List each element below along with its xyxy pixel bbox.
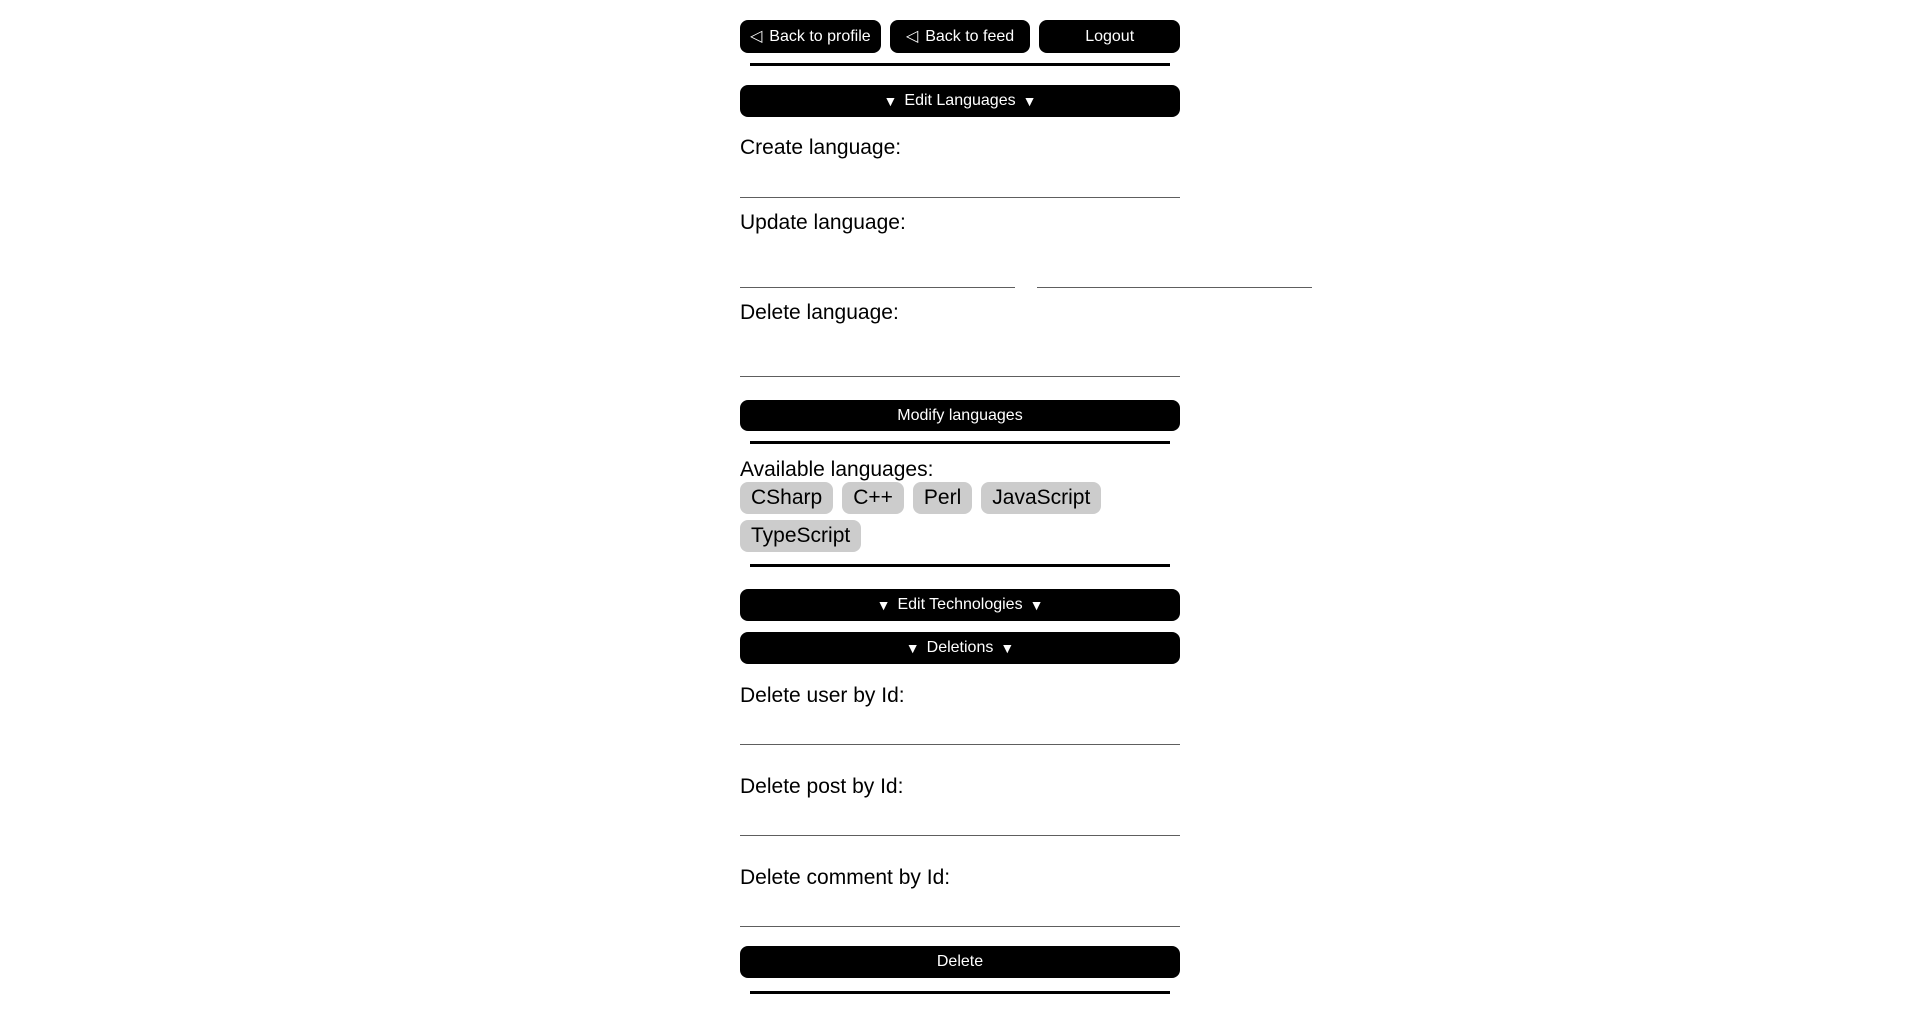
edit-technologies-toggle[interactable] xyxy=(740,589,1180,621)
available-languages-label: Available languages: xyxy=(740,458,934,481)
back-to-feed-label: Back to feed xyxy=(925,27,1015,45)
delete-comment-input[interactable] xyxy=(740,888,1180,927)
deletions-toggle[interactable] xyxy=(740,632,1180,664)
chevron-down-icon: ▼ xyxy=(883,93,898,109)
update-language-label: Update language: xyxy=(740,211,906,234)
logout-button[interactable] xyxy=(1039,20,1180,53)
create-language-input[interactable] xyxy=(740,158,1180,198)
deletions-divider xyxy=(750,991,1170,994)
modify-languages-button[interactable] xyxy=(740,400,1180,431)
modify-languages-label: Modify languages xyxy=(897,406,1023,424)
back-to-feed-button[interactable] xyxy=(890,20,1031,53)
chevron-down-icon: ▼ xyxy=(1022,93,1037,109)
available-languages-list xyxy=(740,482,1180,552)
available-languages-divider xyxy=(750,564,1170,567)
edit-technologies-toggle-label: Edit Technologies xyxy=(897,596,1023,613)
chevron-down-icon: ▼ xyxy=(876,597,891,613)
edit-languages-toggle-label: Edit Languages xyxy=(904,92,1016,109)
back-to-profile-button[interactable] xyxy=(740,20,881,53)
edit-languages-toggle[interactable] xyxy=(740,85,1180,117)
language-chip: CSharp xyxy=(740,482,833,514)
delete-comment-label: Delete comment by Id: xyxy=(740,866,951,889)
deletions-toggle-label: Deletions xyxy=(926,639,994,656)
top-nav-row xyxy=(740,20,1180,53)
delete-post-label: Delete post by Id: xyxy=(740,775,904,798)
language-chip: C++ xyxy=(842,482,904,514)
chevron-down-icon: ▼ xyxy=(905,640,920,656)
delete-post-input[interactable] xyxy=(740,797,1180,836)
top-section-divider xyxy=(750,63,1170,66)
language-chip: TypeScript xyxy=(740,520,861,552)
languages-divider xyxy=(750,441,1170,444)
delete-user-label: Delete user by Id: xyxy=(740,684,905,707)
chevron-down-icon: ▼ xyxy=(1029,597,1044,613)
update-language-from-input[interactable] xyxy=(740,248,1015,288)
delete-user-input[interactable] xyxy=(740,706,1180,745)
delete-button-label: Delete xyxy=(936,953,984,970)
delete-button[interactable] xyxy=(740,946,1180,978)
back-arrow-icon: ◁ xyxy=(749,27,763,45)
chevron-down-icon: ▼ xyxy=(1000,640,1015,656)
language-chip: Perl xyxy=(913,482,972,514)
back-arrow-icon: ◁ xyxy=(905,27,919,45)
update-language-row xyxy=(740,248,1180,288)
admin-panel xyxy=(740,0,1180,994)
delete-language-label: Delete language: xyxy=(740,301,899,324)
delete-language-input[interactable] xyxy=(740,337,1180,377)
language-chip: JavaScript xyxy=(981,482,1101,514)
create-language-label: Create language: xyxy=(740,136,902,159)
back-to-profile-label: Back to profile xyxy=(769,27,871,45)
update-language-to-input[interactable] xyxy=(1037,248,1312,288)
logout-label: Logout xyxy=(1085,27,1135,45)
